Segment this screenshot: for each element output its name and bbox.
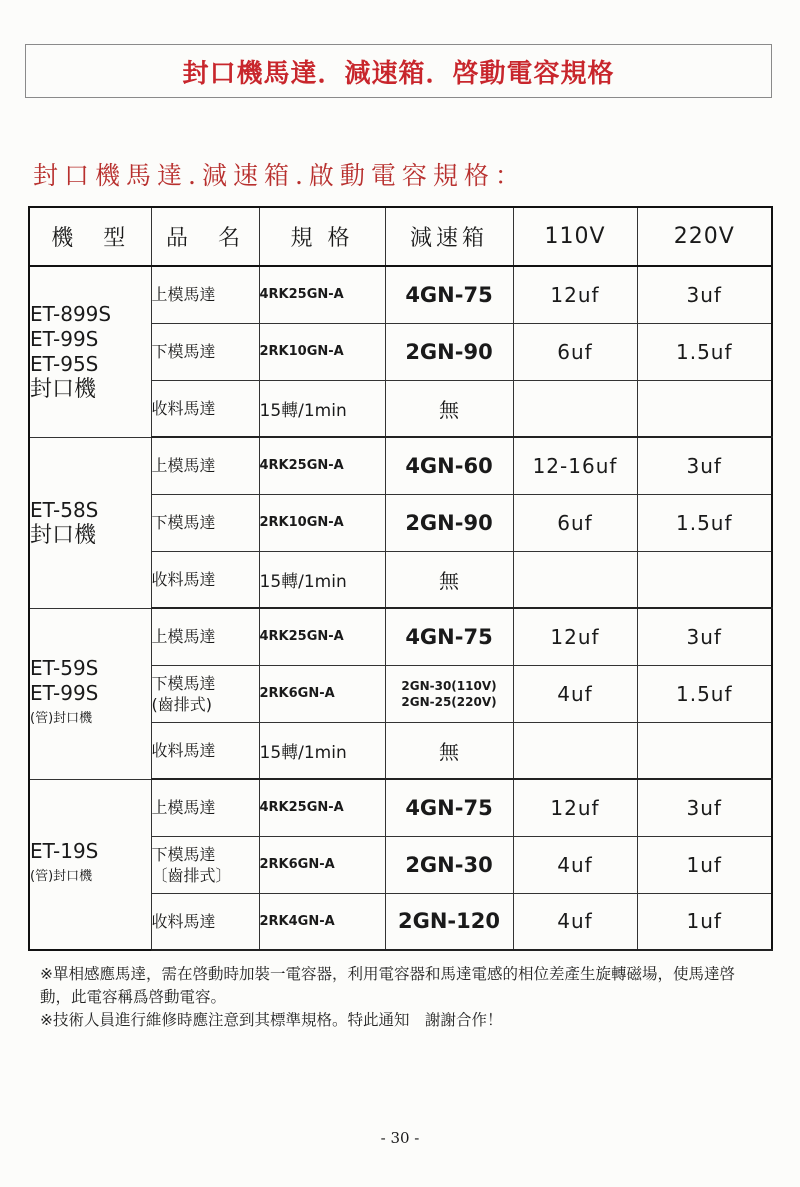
- item-name-cell: [151, 722, 259, 779]
- title-box: [25, 44, 772, 98]
- item-name-cell: [151, 266, 259, 323]
- model-suffix: 封口機: [30, 376, 97, 402]
- gearbox-value: 2GN-30(110V): [401, 678, 497, 693]
- gearbox-cell: [385, 665, 513, 722]
- item-name-cell: [151, 551, 259, 608]
- item-note: (齒排式): [151, 694, 212, 714]
- capacitor-v220-cell: [637, 551, 772, 608]
- item-name-cell: [151, 779, 259, 836]
- model-cell: [29, 608, 151, 779]
- item-name: 上模馬達: [151, 456, 216, 476]
- capacitor-v220-cell: 1.5uf: [637, 323, 772, 380]
- model-name: ET-59S: [30, 656, 99, 680]
- gearbox-cell: 2GN-120: [385, 893, 513, 950]
- capacitor-v220-cell: [637, 380, 772, 437]
- item-name: 收料馬達: [151, 740, 216, 760]
- header-220v: 220V: [637, 207, 772, 266]
- table-row: [29, 437, 772, 494]
- capacitor-v110-cell: 12uf: [513, 608, 637, 665]
- item-name: 收料馬達: [151, 569, 216, 589]
- spec-cell: 4RK25GN-A: [259, 608, 385, 665]
- capacitor-v110-cell: 12uf: [513, 266, 637, 323]
- header-gearbox: 減速箱: [385, 207, 513, 266]
- capacitor-v220-cell: 1uf: [637, 836, 772, 893]
- note-line: ※單相感應馬達，需在啓動時加裝一電容器，利用電容器和馬達電感的相位差產生旋轉磁場，使馬達啓動，此電容稱爲啓動電容。: [40, 965, 735, 1006]
- page-number: - 30 -: [380, 1129, 420, 1147]
- capacitor-v220-cell: 1.5uf: [637, 494, 772, 551]
- item-name-cell: [151, 437, 259, 494]
- header-model: 機 型: [29, 207, 151, 266]
- item-name-cell: [151, 323, 259, 380]
- capacitor-v110-cell: 12-16uf: [513, 437, 637, 494]
- item-name: 收料馬達: [151, 911, 216, 931]
- spec-cell: 15轉/1min: [259, 380, 385, 437]
- spec-cell: 2RK10GN-A: [259, 323, 385, 380]
- capacitor-v220-cell: 3uf: [637, 437, 772, 494]
- spec-cell: 15轉/1min: [259, 551, 385, 608]
- item-name-cell: [151, 608, 259, 665]
- item-name: 上模馬達: [151, 798, 216, 818]
- capacitor-v220-cell: [637, 722, 772, 779]
- item-name: 下模馬達: [151, 513, 216, 532]
- item-name: 下模馬達: [151, 673, 216, 693]
- capacitor-v110-cell: 6uf: [513, 494, 637, 551]
- gearbox-cell: 4GN-60: [385, 437, 513, 494]
- capacitor-v110-cell: 12uf: [513, 779, 637, 836]
- spec-cell: 2RK6GN-A: [259, 836, 385, 893]
- item-name: 下模馬達: [151, 342, 216, 361]
- gearbox-cell: 無: [385, 380, 513, 437]
- page-title: 封口機馬達．減速箱．啓動電容規格: [182, 58, 615, 89]
- gearbox-cell: 4GN-75: [385, 779, 513, 836]
- header-row: [29, 207, 772, 266]
- spec-cell: 4RK25GN-A: [259, 779, 385, 836]
- capacitor-v110-cell: 4uf: [513, 665, 637, 722]
- spec-cell: 4RK25GN-A: [259, 266, 385, 323]
- model-suffix: (管)封口機: [30, 711, 93, 726]
- table-row: [29, 266, 772, 323]
- capacitor-v110-cell: [513, 551, 637, 608]
- item-name: 下模馬達: [151, 844, 216, 864]
- item-name-cell: [151, 380, 259, 437]
- gearbox-cell: 4GN-75: [385, 266, 513, 323]
- gearbox-cell: 無: [385, 722, 513, 779]
- spec-cell: 4RK25GN-A: [259, 437, 385, 494]
- capacitor-v220-cell: 3uf: [637, 608, 772, 665]
- model-suffix: 封口機: [30, 522, 97, 548]
- item-name-cell: [151, 665, 259, 722]
- note-line: ※技術人員進行維修時應注意到其標準規格。特此通知 謝謝合作！: [40, 1011, 503, 1029]
- table-row: [29, 608, 772, 665]
- capacitor-v220-cell: 3uf: [637, 266, 772, 323]
- model-cell: [29, 779, 151, 950]
- header-name: 品 名: [151, 207, 259, 266]
- item-note: 〔齒排式〕: [151, 865, 232, 885]
- model-name: ET-99S: [30, 681, 99, 705]
- spec-cell: 2RK10GN-A: [259, 494, 385, 551]
- capacitor-v110-cell: [513, 380, 637, 437]
- gearbox-cell: 2GN-90: [385, 494, 513, 551]
- capacitor-v220-cell: 1uf: [637, 893, 772, 950]
- spec-cell: 2RK4GN-A: [259, 893, 385, 950]
- item-name-cell: [151, 893, 259, 950]
- gearbox-value: 2GN-25(220V): [401, 694, 497, 709]
- notes: [40, 963, 765, 1032]
- model-name: ET-899S: [30, 301, 112, 326]
- gearbox-cell: 4GN-75: [385, 608, 513, 665]
- capacitor-v110-cell: 6uf: [513, 323, 637, 380]
- gearbox-cell: 無: [385, 551, 513, 608]
- capacitor-v110-cell: 4uf: [513, 893, 637, 950]
- header-110v: 110V: [513, 207, 637, 266]
- model-name: ET-19S: [30, 839, 99, 864]
- item-name: 收料馬達: [151, 398, 216, 418]
- model-name: ET-99S: [30, 326, 99, 351]
- capacitor-v110-cell: [513, 722, 637, 779]
- model-name: ET-58S: [30, 497, 99, 522]
- capacitor-v220-cell: 1.5uf: [637, 665, 772, 722]
- spec-cell: 15轉/1min: [259, 722, 385, 779]
- model-cell: [29, 266, 151, 437]
- gearbox-cell: 2GN-30: [385, 836, 513, 893]
- gearbox-cell: 2GN-90: [385, 323, 513, 380]
- item-name: 上模馬達: [151, 285, 216, 305]
- item-name: 上模馬達: [151, 627, 216, 647]
- model-name: ET-95S: [30, 351, 99, 376]
- spec-table: [28, 206, 773, 951]
- spec-cell: 2RK6GN-A: [259, 665, 385, 722]
- model-suffix: (管)封口機: [30, 869, 93, 885]
- capacitor-v110-cell: 4uf: [513, 836, 637, 893]
- model-cell: [29, 437, 151, 608]
- table-row: [29, 779, 772, 836]
- item-name-cell: [151, 494, 259, 551]
- section-subtitle: 封口機馬達.減速箱.啟動電容規格：: [33, 161, 526, 190]
- header-spec: 規 格: [259, 207, 385, 266]
- capacitor-v220-cell: 3uf: [637, 779, 772, 836]
- item-name-cell: [151, 836, 259, 893]
